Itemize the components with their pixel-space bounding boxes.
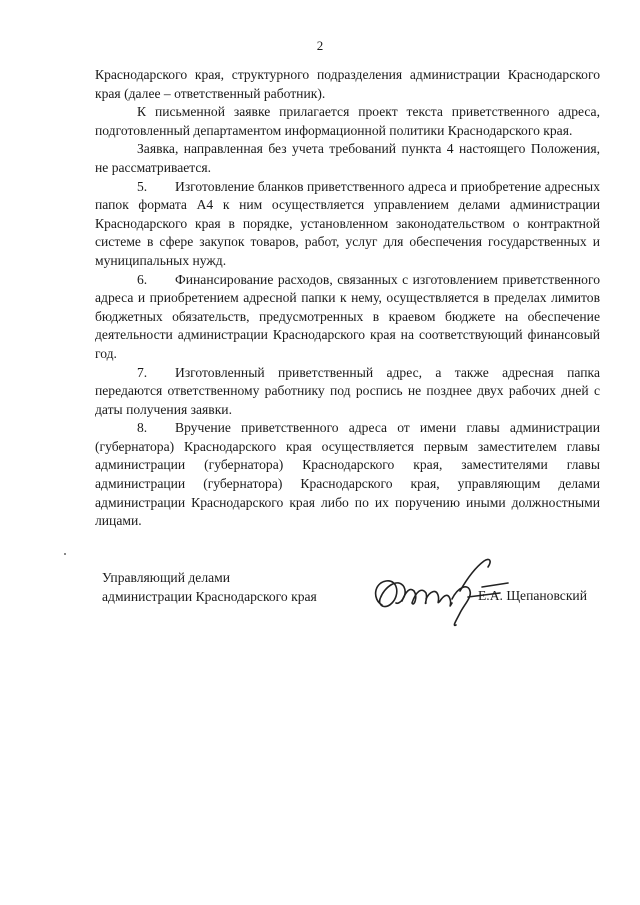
clause-text: Вручение приветственного адреса от имени главы администрации (губернатора) Краснодарского края осуществляется первым заместителем главы администрации (губернатора) Краснодарского края, заместителями главы администрации (губернатора) Краснодарского края, управляющим делами администрации Краснодарского края либо по их поручению иными должностными лицами. bbox=[95, 420, 600, 529]
clause-number: 5. bbox=[137, 178, 148, 194]
signatory-title-line-1: Управляющий делами bbox=[102, 570, 231, 585]
clause-6 bbox=[95, 271, 600, 364]
signatory-title-line-2: администрации Краснодарского края bbox=[102, 588, 317, 604]
paragraph-attachment: К письменной заявке прилагается проект текста приветственного адреса, подготовленный департаментом информационной политики Краснодарского края. bbox=[95, 104, 600, 138]
clause-7 bbox=[95, 364, 600, 420]
clause-number: 7. bbox=[137, 364, 148, 380]
clause-text: Финансирование расходов, связанных с изготовлением приветственного адреса и приобретением адресной папки к нему, осуществляется в пределах лимитов бюджетных обязательств, предусмотренных в краевом бюджете на обеспечение деятельности администрации Краснодарского края на соответствующий финансовый год. bbox=[95, 271, 600, 361]
page-number: 2 bbox=[316, 38, 324, 53]
paragraph-continuation: Краснодарского края, структурного подразделения администрации Краснодарского края (далее – ответственный работник). bbox=[95, 67, 600, 101]
signatory-title bbox=[102, 569, 317, 606]
clause-5 bbox=[95, 178, 600, 271]
clause-8 bbox=[95, 419, 600, 531]
document-body bbox=[95, 66, 600, 531]
paragraph-rejection: Заявка, направленная без учета требований пункта 4 настоящего Положения, не рассматривается. bbox=[95, 141, 600, 175]
signatory-name: Е.А. Щепановский bbox=[478, 588, 587, 603]
clause-number: 8. bbox=[137, 420, 148, 436]
clause-text: Изготовление бланков приветственного адреса и приобретение адресных папок формата А4 к ним осуществляется управлением делами администрации Краснодарского края в порядке, установленном законодательством о контрактной системе в сфере закупок товаров, работ, услуг для обеспечения государственных и муниципальных нужд. bbox=[95, 178, 600, 268]
scan-speck bbox=[64, 553, 66, 555]
clause-text: Изготовленный приветственный адрес, а также адресная папка передаются ответственному работнику под роспись не позднее двух рабочих дней с даты получения заявки. bbox=[95, 364, 600, 417]
clause-number: 6. bbox=[137, 271, 148, 287]
